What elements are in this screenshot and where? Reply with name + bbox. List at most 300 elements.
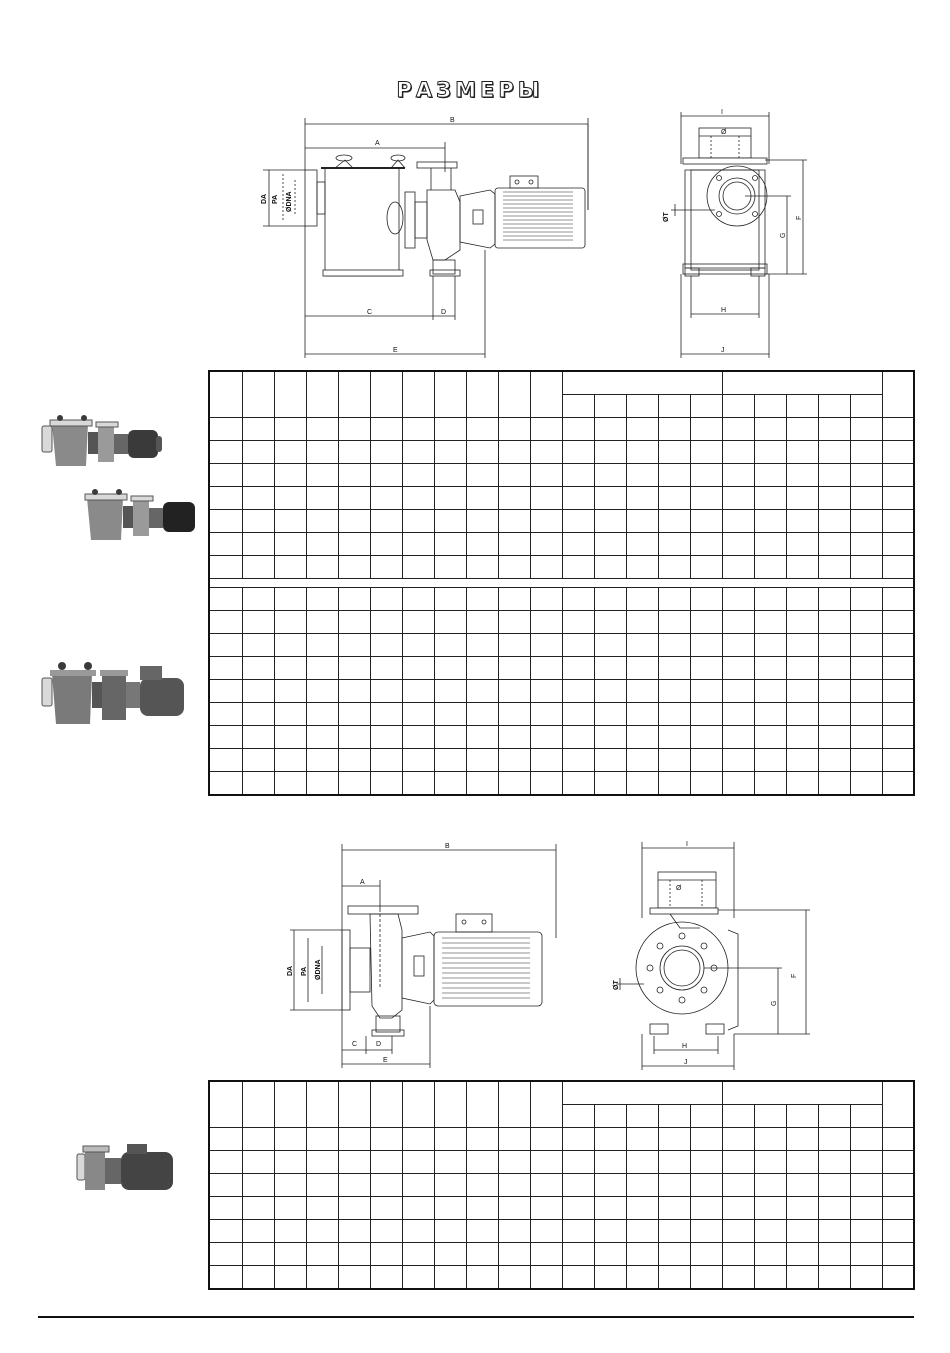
table-cell (786, 1174, 818, 1197)
table-cell (306, 556, 338, 579)
table-cell (209, 634, 242, 657)
table-cell (562, 611, 594, 634)
table-cell (306, 1174, 338, 1197)
table-row (209, 1174, 914, 1197)
table-cell (338, 487, 370, 510)
header-cell (402, 371, 434, 418)
table-cell (626, 680, 658, 703)
table-cell (658, 588, 690, 611)
dim-pa-label: PA (272, 194, 279, 204)
table-cell (850, 1151, 882, 1174)
table-cell (658, 1197, 690, 1220)
header-group-cell (562, 371, 722, 395)
table-cell (786, 464, 818, 487)
table-cell (626, 703, 658, 726)
table-cell (338, 657, 370, 680)
table-cell (466, 611, 498, 634)
table-cell (690, 1174, 722, 1197)
table-cell (658, 703, 690, 726)
table-cell (690, 588, 722, 611)
table-cell (786, 487, 818, 510)
table-cell (530, 1174, 562, 1197)
table-cell (786, 703, 818, 726)
table-cell (754, 1128, 786, 1151)
table-cell (594, 611, 626, 634)
table-cell (850, 533, 882, 556)
table-cell (626, 1197, 658, 1220)
dim-dna-label-bottom: ØDNA (315, 959, 322, 980)
table-cell (530, 418, 562, 441)
table-cell (370, 1128, 402, 1151)
table-cell (209, 510, 242, 533)
table-cell (466, 772, 498, 796)
table-row (209, 1197, 914, 1220)
table-cell (690, 1243, 722, 1266)
table-cell (306, 1151, 338, 1174)
table-cell (434, 1197, 466, 1220)
table-cell (434, 611, 466, 634)
dim-phi-label: Ø (721, 129, 727, 136)
table-cell (626, 1220, 658, 1243)
table-cell (754, 1151, 786, 1174)
table-cell (882, 510, 914, 533)
table-cell (754, 680, 786, 703)
table-cell (690, 611, 722, 634)
table-cell (466, 418, 498, 441)
table-cell (402, 1197, 434, 1220)
table-cell (690, 556, 722, 579)
table-cell (658, 680, 690, 703)
table-cell (434, 703, 466, 726)
table-cell (274, 1243, 306, 1266)
table-cell (498, 1128, 530, 1151)
table-cell (530, 634, 562, 657)
table-cell (786, 1197, 818, 1220)
table-cell (498, 611, 530, 634)
table-cell (850, 556, 882, 579)
table-cell (850, 726, 882, 749)
table-cell (818, 634, 850, 657)
table-cell (690, 749, 722, 772)
table-cell (242, 588, 274, 611)
table-cell (882, 1220, 914, 1243)
header-cell (498, 371, 530, 418)
table-cell (402, 680, 434, 703)
monoblock-pump-photo (75, 1140, 185, 1207)
table-cell (594, 634, 626, 657)
table-cell (882, 441, 914, 464)
table-cell (274, 680, 306, 703)
table-cell (722, 772, 754, 796)
large-pump-with-strainer-photo (40, 660, 190, 737)
table-cell (786, 533, 818, 556)
table-cell (274, 556, 306, 579)
table-cell (306, 418, 338, 441)
table-cell (306, 726, 338, 749)
header-cell (498, 1081, 530, 1128)
table-cell (626, 1266, 658, 1290)
table-cell (754, 1197, 786, 1220)
table-cell (626, 588, 658, 611)
table-cell (786, 441, 818, 464)
subheader-cell (722, 395, 754, 418)
table-cell (338, 1220, 370, 1243)
table-cell (434, 588, 466, 611)
table-cell (242, 1128, 274, 1151)
table-cell (338, 1243, 370, 1266)
table-cell (434, 1151, 466, 1174)
table-cell (530, 611, 562, 634)
footer-rule (38, 1316, 914, 1318)
table-row (209, 533, 914, 556)
table-cell (274, 510, 306, 533)
dim-b-label: B (450, 117, 455, 124)
table-cell (786, 418, 818, 441)
header-cell (209, 1081, 242, 1128)
table-cell (690, 487, 722, 510)
table-cell (818, 657, 850, 680)
table-cell (242, 634, 274, 657)
table-cell (434, 772, 466, 796)
table-row (209, 441, 914, 464)
table-cell (402, 611, 434, 634)
table-cell (530, 588, 562, 611)
table-cell (626, 611, 658, 634)
dim-e-label: E (393, 347, 398, 354)
dim-c-label: C (367, 309, 373, 316)
table-cell (306, 1128, 338, 1151)
table-cell (498, 634, 530, 657)
table-cell (242, 611, 274, 634)
dim-f-label-bottom: F (791, 973, 798, 978)
table-cell (562, 556, 594, 579)
table-cell (530, 657, 562, 680)
table-cell (658, 418, 690, 441)
subheader-cell (562, 395, 594, 418)
table-cell (658, 1151, 690, 1174)
table-row (209, 588, 914, 611)
table-cell (274, 657, 306, 680)
table-cell (882, 1243, 914, 1266)
subheader-cell (850, 1105, 882, 1128)
table-cell (370, 556, 402, 579)
subheader-cell (626, 1105, 658, 1128)
table-row (209, 703, 914, 726)
table-cell (498, 487, 530, 510)
table-cell (466, 441, 498, 464)
table-cell (754, 1174, 786, 1197)
table-cell (306, 588, 338, 611)
table-cell (754, 556, 786, 579)
table-cell (434, 418, 466, 441)
subheader-cell (626, 395, 658, 418)
table-cell (594, 510, 626, 533)
table-cell (722, 657, 754, 680)
header-cell (242, 1081, 274, 1128)
header-cell (209, 371, 242, 418)
table-cell (338, 634, 370, 657)
table-cell (242, 1197, 274, 1220)
table-cell (370, 657, 402, 680)
table-cell (274, 1197, 306, 1220)
table-cell (754, 749, 786, 772)
table-separator-cell (209, 579, 914, 588)
table-cell (562, 1151, 594, 1174)
table-cell (242, 657, 274, 680)
table-cell (434, 1243, 466, 1266)
table-cell (850, 749, 882, 772)
table-cell (370, 634, 402, 657)
dim-i-label: I (721, 109, 723, 116)
table-cell (626, 464, 658, 487)
table-cell (786, 1128, 818, 1151)
header-cell (306, 1081, 338, 1128)
table-cell (562, 441, 594, 464)
table-cell (434, 487, 466, 510)
table-cell (242, 510, 274, 533)
table-cell (209, 657, 242, 680)
table-cell (370, 1151, 402, 1174)
table-cell (786, 749, 818, 772)
table-cell (466, 1243, 498, 1266)
table-cell (370, 533, 402, 556)
table-cell (562, 487, 594, 510)
pump-with-strainer-photo (40, 412, 165, 479)
table-cell (626, 634, 658, 657)
table-cell (786, 611, 818, 634)
header-cell (434, 371, 466, 418)
table-cell (626, 749, 658, 772)
table-cell (562, 1128, 594, 1151)
dim-da-label: DA (261, 193, 268, 204)
table-cell (722, 441, 754, 464)
table-cell (594, 418, 626, 441)
subheader-cell (658, 395, 690, 418)
table-cell (370, 749, 402, 772)
table-cell (306, 680, 338, 703)
table-cell (530, 680, 562, 703)
table-cell (882, 1174, 914, 1197)
table-cell (274, 487, 306, 510)
table-cell (818, 1243, 850, 1266)
table-cell (562, 726, 594, 749)
table-cell (498, 772, 530, 796)
table-cell (402, 556, 434, 579)
subheader-cell (754, 395, 786, 418)
table-cell (658, 1266, 690, 1290)
table-cell (722, 510, 754, 533)
table-cell (594, 1266, 626, 1290)
header-cell (466, 1081, 498, 1128)
table-cell (434, 726, 466, 749)
table-cell (338, 611, 370, 634)
table-cell (754, 726, 786, 749)
dim-dna-label: ØDNA (286, 191, 293, 212)
table-cell (338, 510, 370, 533)
dim-i-label-bottom: I (686, 841, 688, 848)
table-cell (690, 533, 722, 556)
header-cell (274, 371, 306, 418)
dim-j-label: J (721, 347, 725, 354)
table-cell (722, 533, 754, 556)
table-cell (402, 772, 434, 796)
dim-a-label: A (375, 140, 380, 147)
table-cell (209, 487, 242, 510)
dim-phi-label-bottom: Ø (676, 885, 682, 892)
table-cell (626, 487, 658, 510)
header-cell (370, 371, 402, 418)
table-cell (850, 1220, 882, 1243)
table-cell (882, 533, 914, 556)
table-cell (690, 1266, 722, 1290)
table-cell (626, 772, 658, 796)
table-cell (402, 1220, 434, 1243)
table-cell (850, 1197, 882, 1220)
table-cell (466, 1151, 498, 1174)
subheader-cell (562, 1105, 594, 1128)
table-cell (338, 1197, 370, 1220)
table-cell (626, 1243, 658, 1266)
table-cell (402, 487, 434, 510)
table-cell (626, 418, 658, 441)
table-cell (402, 1151, 434, 1174)
table-cell (882, 634, 914, 657)
table-cell (690, 464, 722, 487)
table-cell (209, 703, 242, 726)
table-cell (209, 533, 242, 556)
table-row (209, 418, 914, 441)
table-cell (658, 611, 690, 634)
table-cell (722, 1243, 754, 1266)
table-cell (402, 726, 434, 749)
table-cell (850, 418, 882, 441)
table-cell (818, 418, 850, 441)
table-cell (530, 1197, 562, 1220)
table-cell (242, 464, 274, 487)
table-cell (850, 1243, 882, 1266)
table-cell (626, 726, 658, 749)
table-cell (850, 1266, 882, 1290)
table-cell (434, 441, 466, 464)
table-cell (209, 749, 242, 772)
table-cell (754, 611, 786, 634)
table-cell (530, 1266, 562, 1290)
table-cell (850, 634, 882, 657)
table-cell (818, 1220, 850, 1243)
table-cell (626, 441, 658, 464)
table-cell (466, 634, 498, 657)
table-cell (882, 487, 914, 510)
table-cell (690, 418, 722, 441)
table-cell (370, 1174, 402, 1197)
table-cell (562, 634, 594, 657)
table-cell (338, 1128, 370, 1151)
table-cell (562, 1243, 594, 1266)
table-cell (466, 726, 498, 749)
table-cell (338, 464, 370, 487)
table-cell (274, 1266, 306, 1290)
table-cell (306, 464, 338, 487)
table-cell (562, 1266, 594, 1290)
table-cell (209, 441, 242, 464)
table-cell (626, 510, 658, 533)
table-cell (370, 418, 402, 441)
table-cell (434, 510, 466, 533)
table-cell (530, 487, 562, 510)
table-row (209, 464, 914, 487)
table-cell (690, 510, 722, 533)
table-cell (658, 1128, 690, 1151)
table-cell (594, 772, 626, 796)
table-row (209, 1151, 914, 1174)
table-cell (466, 533, 498, 556)
table-cell (370, 588, 402, 611)
front-view-drawing-top (655, 108, 815, 368)
table-cell (882, 464, 914, 487)
table-cell (466, 1197, 498, 1220)
table-cell (242, 1266, 274, 1290)
table-cell (402, 1128, 434, 1151)
table-cell (690, 1197, 722, 1220)
dim-t-label: ØT (663, 212, 670, 222)
dim-pa-label-bottom: PA (301, 966, 308, 976)
dim-d-label-bottom: D (376, 1041, 382, 1048)
table-row (209, 726, 914, 749)
table-cell (818, 510, 850, 533)
table-cell (498, 441, 530, 464)
subheader-cell (658, 1105, 690, 1128)
table-cell (850, 441, 882, 464)
table-cell (466, 1266, 498, 1290)
table-cell (466, 657, 498, 680)
table-row (209, 556, 914, 579)
dim-c-label-bottom: C (352, 1041, 358, 1048)
table-cell (370, 680, 402, 703)
table-cell (690, 1128, 722, 1151)
table-cell (209, 464, 242, 487)
table-cell (274, 772, 306, 796)
table-cell (498, 588, 530, 611)
table-cell (754, 634, 786, 657)
table-cell (402, 588, 434, 611)
table-cell (530, 464, 562, 487)
table-cell (370, 772, 402, 796)
table-cell (338, 588, 370, 611)
dimensions-table-bottom (208, 1080, 915, 1290)
table-cell (754, 1220, 786, 1243)
header-group-cell (722, 1081, 882, 1105)
table-cell (402, 749, 434, 772)
table-cell (274, 611, 306, 634)
table-cell (690, 657, 722, 680)
table-cell (338, 533, 370, 556)
table-cell (754, 772, 786, 796)
table-cell (242, 533, 274, 556)
table-cell (658, 749, 690, 772)
table-cell (818, 533, 850, 556)
table-cell (242, 441, 274, 464)
table-cell (562, 1197, 594, 1220)
table-cell (274, 1128, 306, 1151)
table-row (209, 1220, 914, 1243)
table-cell (242, 749, 274, 772)
table-cell (722, 1266, 754, 1290)
table-cell (786, 1243, 818, 1266)
table-cell (434, 680, 466, 703)
table-cell (818, 1266, 850, 1290)
table-cell (722, 680, 754, 703)
subheader-cell (786, 1105, 818, 1128)
